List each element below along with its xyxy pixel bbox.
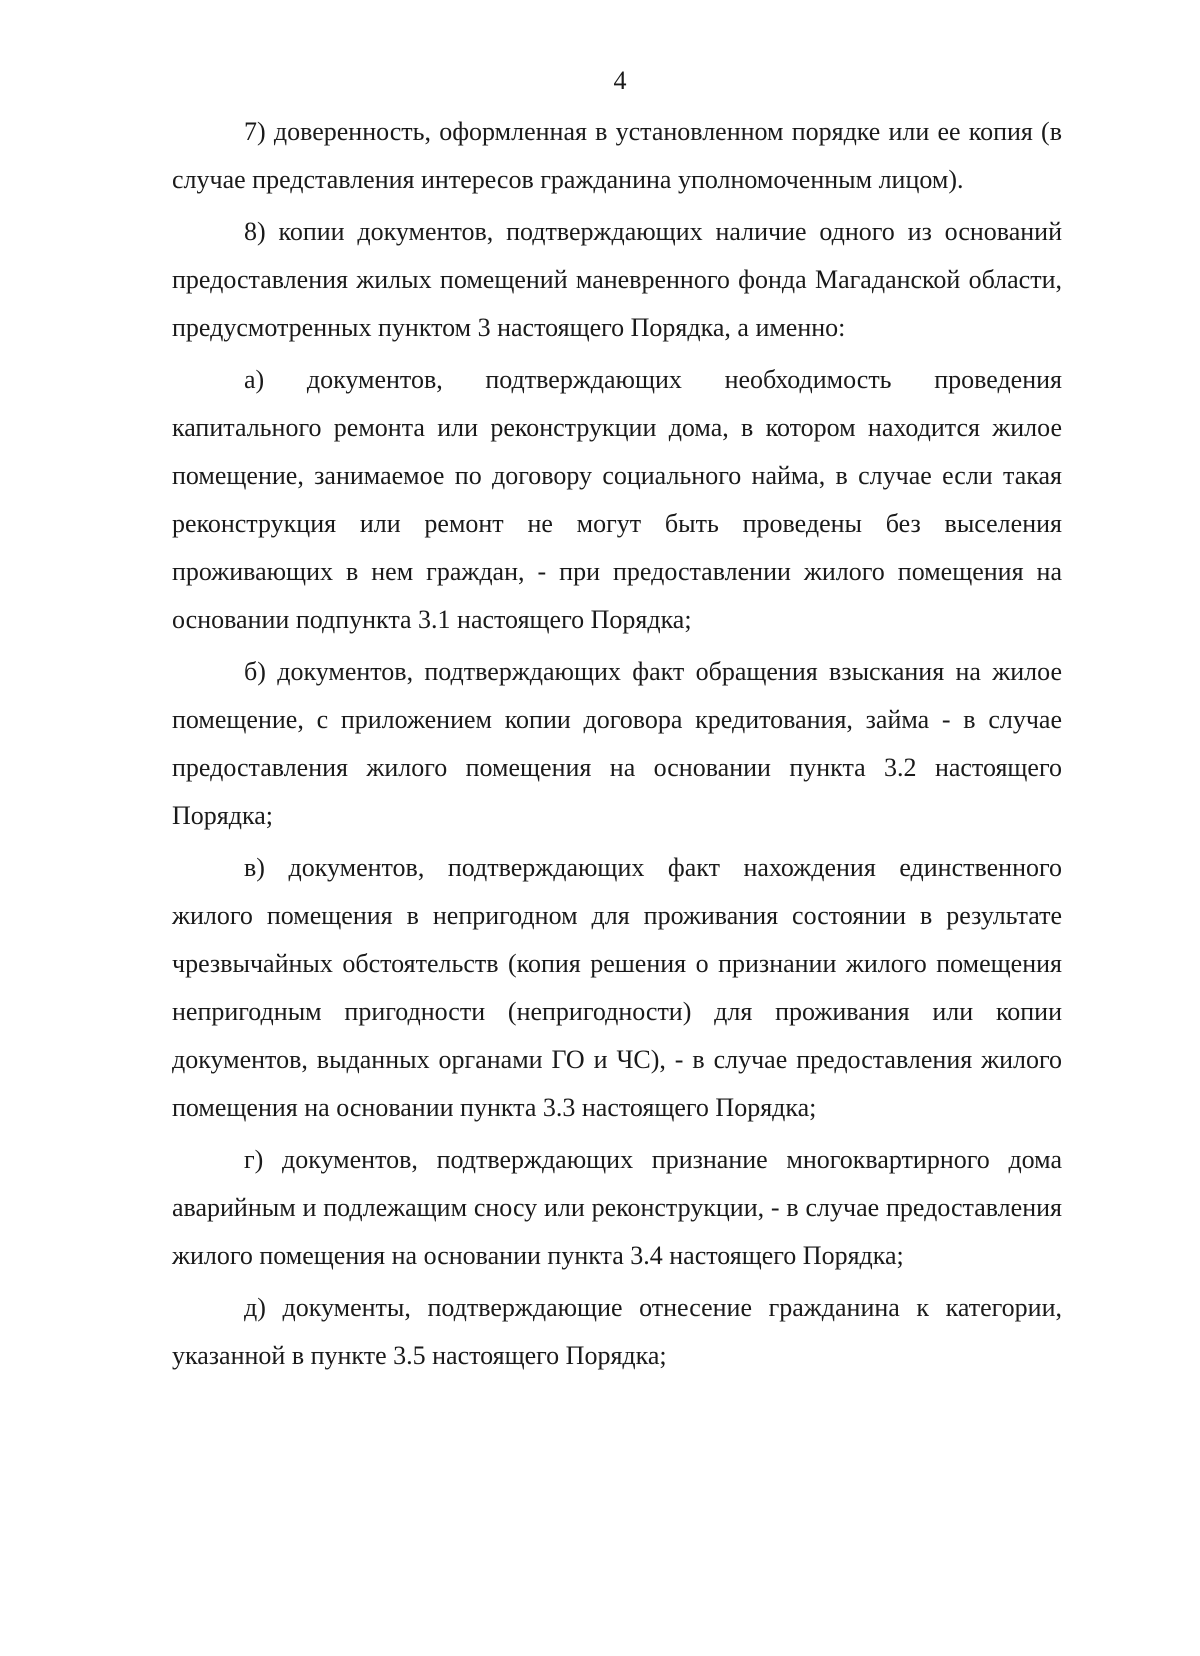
page-number: 4 <box>613 66 627 95</box>
paragraph-subitem-b: б) документов, подтверждающих факт обращения взыскания на жилое помещение, с приложением копии договора кредитования, займа - в случае предоставления жилого помещения на основании пункта 3.2 настоящего Порядка; <box>172 657 1062 830</box>
document-body <box>172 108 1062 1380</box>
paragraph-subitem-g: г) документов, подтверждающих признание многоквартирного дома аварийным и подлежащим сносу или реконструкции, - в случае предоставления жилого помещения на основании пункта 3.4 настоящего Порядка; <box>172 1145 1062 1270</box>
paragraph-item-7: 7) доверенность, оформленная в установленном порядке или ее копия (в случае представления интересов гражданина уполномоченным лицом). <box>172 117 1062 194</box>
paragraph-subitem-a: а) документов, подтверждающих необходимость проведения капитального ремонта или реконструкции дома, в котором находится жилое помещение, занимаемое по договору социального найма, в случае если такая реконструкция или ремонт не могут быть проведены без выселения проживающих в нем граждан, - при предоставлении жилого помещения на основании подпункта 3.1 настоящего Порядка; <box>172 365 1062 634</box>
paragraph-subitem-d: д) документы, подтверждающие отнесение гражданина к категории, указанной в пункте 3.5 настоящего Порядка; <box>172 1293 1062 1370</box>
paragraph-subitem-v: в) документов, подтверждающих факт нахождения единственного жилого помещения в непригодном для проживания состоянии в результате чрезвычайных обстоятельств (копия решения о признании жилого помещения непригодным пригодности (непригодности) для проживания или копии документов, выданных органами ГО и ЧС), - в случае предоставления жилого помещения на основании пункта 3.3 настоящего Порядка; <box>172 853 1062 1122</box>
paragraph-item-8: 8) копии документов, подтверждающих наличие одного из оснований предоставления жилых помещений маневренного фонда Магаданской области, предусмотренных пунктом 3 настоящего Порядка, а именно: <box>172 217 1062 342</box>
